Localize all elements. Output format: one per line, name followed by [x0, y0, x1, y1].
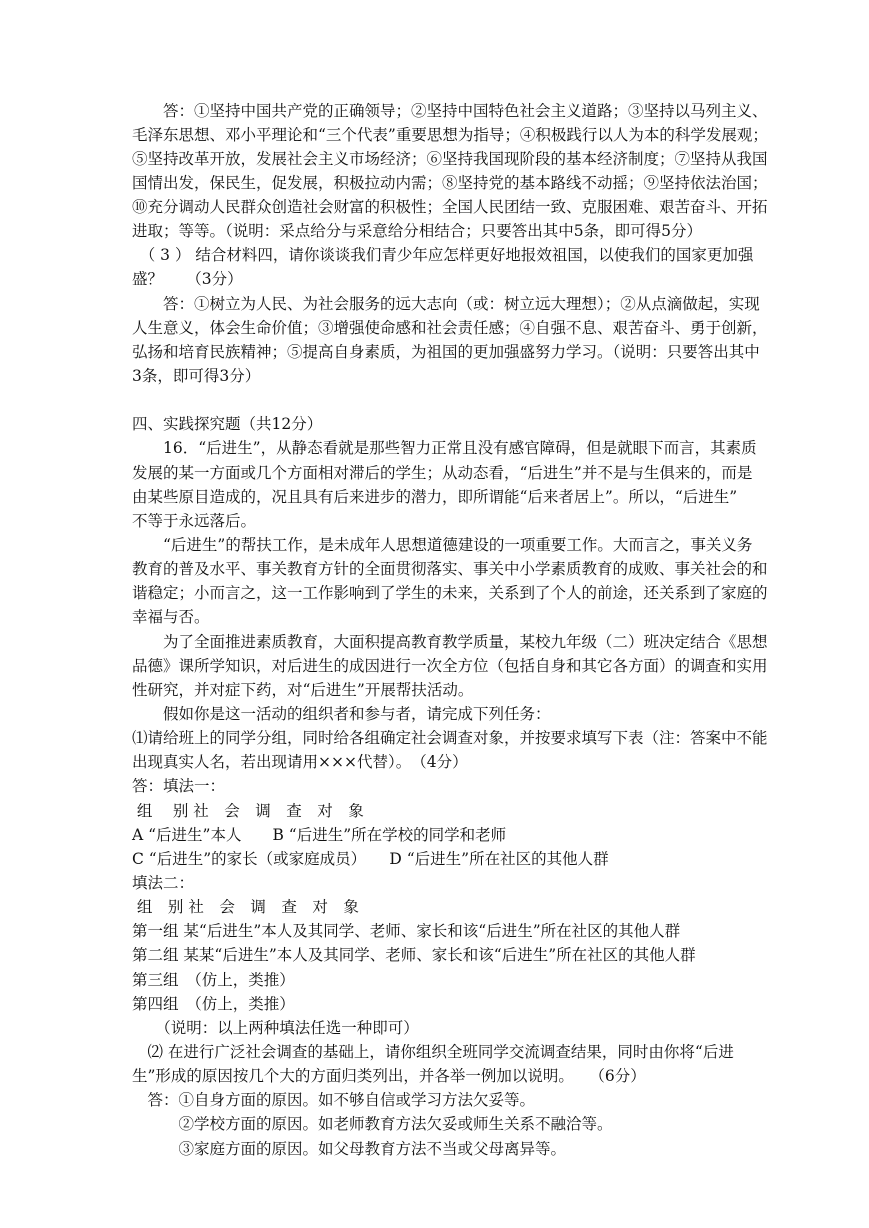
text-line: 发展的某一方面或几个方面相对滞后的学生；从动态看，“后进生”并不是与生俱来的，而是	[132, 464, 753, 482]
text-line: 人生意义，体会生命价值；③增强使命感和社会责任感；④自强不息、艰苦奋斗、勇于创新，	[132, 319, 768, 337]
text-line: 国情出发，保民生，促发展，积极拉动内需；⑧坚持党的基本路线不动摇；⑨坚持依法治国；	[132, 174, 768, 192]
table-row: 第一组 某“后进生”本人及其同学、老师、家长和该“后进生”所在社区的其他人群	[132, 922, 681, 940]
text-line: 3条，即可得3分）	[132, 367, 261, 385]
table-row: C “后进生”的家长（或家庭成员） D “后进生”所在社区的其他人群	[132, 850, 609, 868]
text-line: （ 3 ） 结合材料四，请你谈谈我们青少年应怎样更好地报效祖国，以使我们的国家更加强	[132, 246, 754, 264]
text-line: （说明：以上两种填法任选一种即可）	[132, 1019, 419, 1037]
text-line: ③家庭方面的原因。如父母教育方法不当或父母离异等。	[132, 1140, 567, 1158]
text-line: 进取；等等。（说明：采点给分与采意给分相结合；只要答出其中5条，即可得5分）	[132, 222, 702, 240]
table-row: 第三组 （仿上，类推）	[132, 971, 295, 989]
text-line: 答：填法一：	[132, 777, 226, 795]
text-line: ⑩充分调动人民群众创造社会财富的积极性；全国人民团结一致、克服困难、艰苦奋斗、开拓	[132, 198, 768, 216]
text-line: 填法二：	[132, 874, 195, 892]
text-line: 教育的普及水平、事关教育方针的全面贯彻落实、事关中小学素质教育的成败、事关社会的和	[132, 560, 768, 578]
text-line: 16．“后进生”，从静态看就是那些智力正常且没有感官障碍，但是就眼下而言，其素质	[132, 439, 757, 457]
text-line: 答：①坚持中国共产党的正确领导；②坚持中国特色社会主义道路；③坚持以马列主义、	[132, 102, 768, 120]
text-line: ⑤坚持改革开放，发展社会主义市场经济；⑥坚持我国现阶段的基本经济制度；⑦坚持从我国	[132, 150, 768, 168]
text-line: 为了全面推进素质教育，大面积提高教育教学质量，某校九年级（二）班决定结合《思想	[132, 633, 768, 651]
text-line: 由某些原目造成的，况且具有后来进步的潜力，即所谓能“后来者居上”。所以，“后进生”	[132, 488, 738, 506]
text-line: 幸福与否。	[132, 608, 210, 626]
text-line: ⑴请给班上的同学分组，同时给各组确定社会调查对象，并按要求填写下表（注：答案中不能	[132, 729, 768, 747]
text-line: 毛泽东思想、邓小平理论和“三个代表”重要思想为指导；④积极践行以人为本的科学发展观；	[132, 126, 768, 144]
table-row: 第二组 某某“后进生”本人及其同学、老师、家长和该“后进生”所在社区的其他人群	[132, 946, 696, 964]
text-line: 盛？ （3分）	[132, 270, 243, 288]
text-line: 性研究，并对症下药，对“后进生”开展帮扶活动。	[132, 681, 474, 699]
table-header: 组 别 社 会 调 查 对 象	[132, 898, 359, 916]
text-line: 假如你是这一活动的组织者和参与者，请完成下列任务：	[132, 705, 551, 723]
section-heading: 四、实践探究题（共12分）	[132, 415, 323, 433]
text-line: 答：①树立为人民、为社会服务的远大志向（或：树立远大理想）；②从点滴做起，实现	[132, 295, 760, 313]
text-line: 出现真实人名，若出现请用×××代替）。 （4分）	[132, 753, 468, 771]
text-line: 不等于永远落后。	[132, 512, 257, 530]
text-line: 生”形成的原因按几个大的方面归类列出，并各举一例加以说明。 （6分）	[132, 1067, 646, 1085]
text-line: 品德》课所学知识，对后进生的成因进行一次全方位（包括自身和其它各方面）的调查和实用	[132, 657, 768, 675]
text-line: 谐稳定；小而言之，这一工作影响到了学生的未来，关系到了个人的前途，还关系到了家庭的	[132, 584, 768, 602]
table-row: 第四组 （仿上，类推）	[132, 995, 295, 1013]
text-line: ⑵ 在进行广泛社会调查的基础上，请你组织全班同学交流调查结果，同时由你将“后进	[132, 1043, 734, 1061]
text-line: ②学校方面的原因。如老师教育方法欠妥或师生关系不融洽等。	[132, 1115, 613, 1133]
table-header: 组 别 社 会 调 查 对 象	[132, 802, 364, 820]
text-line: 答：①自身方面的原因。如不够自信或学习方法欠妥等。	[132, 1091, 536, 1109]
table-row: A “后进生”本人 B “后进生”所在学校的同学和老师	[132, 826, 507, 844]
text-line: “后进生”的帮扶工作，是未成年人思想道德建设的一项重要工作。大而言之，事关义务	[132, 536, 753, 554]
text-line: 弘扬和培育民族精神；⑤提高自身素质，为祖国的更加强盛努力学习。（说明：只要答出其中	[132, 343, 760, 361]
